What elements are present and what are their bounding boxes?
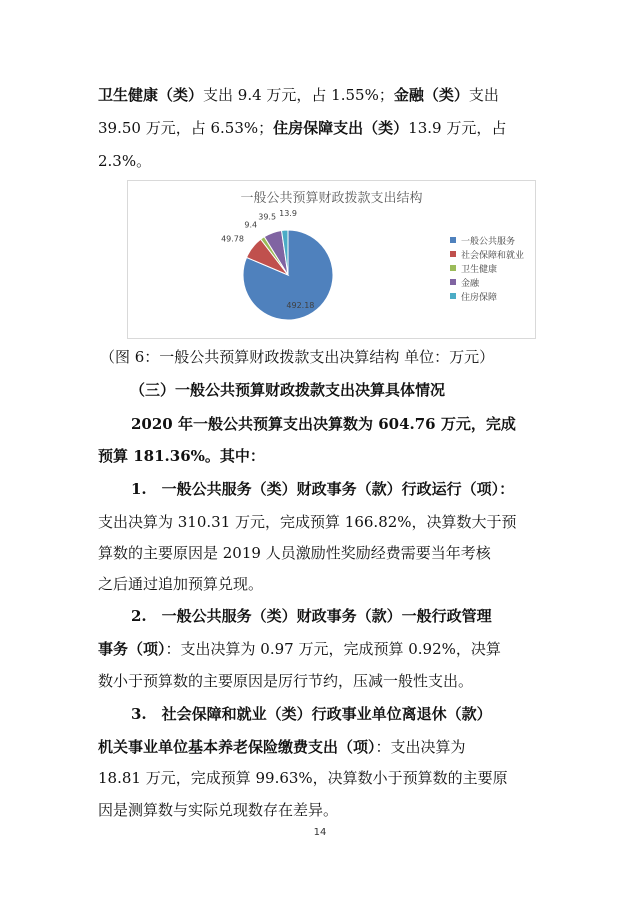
summary-line-1: 2020 年一般公共预算支出决算数为 604.76 万元，完成 xyxy=(131,415,516,433)
legend-label: 金融 xyxy=(461,278,480,289)
pie-data-label-4: 39.5 xyxy=(258,212,277,222)
legend-item-4 xyxy=(450,275,524,289)
item2-line-3: 数小于预算数的主要原因是厉行节约，压减一般性支出。 xyxy=(98,672,474,690)
chart-legend xyxy=(450,233,524,303)
summary-line-2: 预算 181.36%。其中： xyxy=(98,447,265,465)
legend-item-1 xyxy=(450,233,524,247)
intro-line-2 xyxy=(98,113,558,144)
item2-heading: 2. 一般公共服务（类）财政事务（款）一般行政管理 xyxy=(131,607,492,625)
intro-housing-label: 住房保障支出（类） xyxy=(273,119,409,137)
legend-swatch xyxy=(450,279,456,285)
intro-finance-prefix: 支出 xyxy=(468,86,499,104)
intro-finance-label: 金融（类） xyxy=(393,86,469,104)
item3-heading: 3. 社会保障和就业（类）行政事业单位离退休（款） xyxy=(131,705,492,723)
legend-label: 一般公共服务 xyxy=(461,236,516,247)
legend-label: 卫生健康 xyxy=(461,264,498,275)
intro-line-1 xyxy=(98,80,558,111)
pie-chart xyxy=(127,180,536,339)
intro-finance-value: 39.50 万元，占 6.53%； xyxy=(98,119,274,137)
intro-health-label: 卫生健康（类） xyxy=(98,86,204,104)
item1-line-3: 算数的主要原因是 2019 人员激励性奖励经费需要当年考核 xyxy=(98,544,491,562)
legend-swatch xyxy=(450,251,456,257)
item2-line-2 xyxy=(98,634,558,665)
item1-heading: 1. 一般公共服务（类）财政事务（款）行政运行（项）： xyxy=(131,480,515,498)
pie-data-label-1: 492.18 xyxy=(286,300,315,310)
item3-line-3: 18.81 万元，完成预算 99.63%，决算数小于预算数的主要原 xyxy=(98,769,508,787)
item3-line-2 xyxy=(98,732,558,763)
item2-subject: 事务（项） xyxy=(98,640,166,658)
item3-subject: 机关事业单位基本养老保险缴费支出（项） xyxy=(98,738,376,756)
item1-line-2: 支出决算为 310.31 万元，完成预算 166.82%，决算数大于预 xyxy=(98,513,517,531)
legend-swatch xyxy=(450,265,456,271)
legend-swatch xyxy=(450,237,456,243)
legend-item-3 xyxy=(450,261,524,275)
item3-detail: ：支出决算为 xyxy=(375,738,466,756)
legend-label: 社会保障和就业 xyxy=(461,250,525,261)
intro-line-3: 2.3%。 xyxy=(98,152,152,170)
pie-data-label-5: 13.9 xyxy=(279,209,297,219)
item3-line-4: 因是测算数与实际兑现数存在差异。 xyxy=(98,801,339,819)
page-number: 14 xyxy=(313,827,327,838)
pie-data-label-2: 49.78 xyxy=(221,234,244,244)
item2-detail: ：支出决算为 0.97 万元，完成预算 0.92%，决算 xyxy=(165,640,501,658)
intro-health-value: 支出 9.4 万元，占 1.55%； xyxy=(203,86,394,104)
legend-item-2 xyxy=(450,247,524,261)
figure-caption: （图 6：一般公共预算财政拨款支出决算结构 单位：万元） xyxy=(100,348,495,366)
legend-label: 住房保障 xyxy=(461,292,498,303)
legend-swatch xyxy=(450,293,456,299)
pie-data-label-3: 9.4 xyxy=(244,220,258,230)
item1-line-4: 之后通过追加预算兑现。 xyxy=(98,575,264,593)
section-heading: （三）一般公共预算财政拨款支出决算具体情况 xyxy=(130,381,446,399)
legend-item-5 xyxy=(450,289,524,303)
intro-housing-value: 13.9 万元，占 xyxy=(408,119,507,137)
chart-title: 一般公共预算财政拨款支出结构 xyxy=(240,191,423,206)
